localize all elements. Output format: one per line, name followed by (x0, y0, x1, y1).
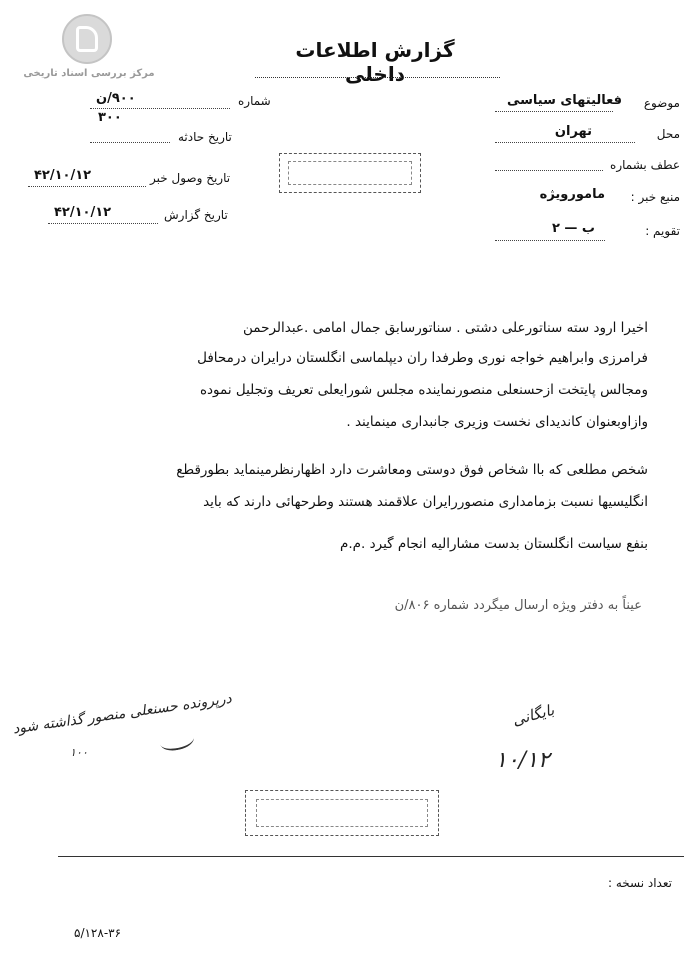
number-sub-value: ۳۰۰ (98, 110, 122, 125)
handwritten-signature-icon (159, 729, 196, 754)
incident-date-label: تاریخ حادثه (178, 130, 232, 144)
reference-dots (495, 170, 603, 171)
evaluation-dots (495, 240, 605, 241)
handwritten-instruction: درپرونده حسنعلی منصور گذاشته شود (11, 690, 233, 738)
location-dots (495, 142, 635, 143)
subject-label: موضوع (643, 96, 680, 110)
evaluation-value: ب — ۲ (551, 221, 595, 236)
source-value: مامورویژه (539, 187, 605, 202)
report-date-value: ۴۲/۱۰/۱۲ (54, 205, 112, 220)
report-date-label: تاریخ گزارش (164, 208, 228, 222)
number-label: شماره (238, 94, 271, 108)
handwritten-archive-note: بایگانی (510, 700, 557, 730)
report-date-dots (48, 223, 158, 224)
archive-logo-icon (62, 14, 112, 64)
handwritten-number: ۱۰۰ (70, 746, 88, 759)
number-value: ۹۰۰/ن (96, 91, 136, 106)
received-date-value: ۴۲/۱۰/۱۲ (34, 168, 92, 183)
received-date-dots (28, 186, 146, 187)
body-line-5: شخص مطلعی که باا شخاص فوق دوستی ومعاشرت دارد اظهارنظرمینماید بطورقطع (176, 462, 648, 478)
copies-label: تعداد نسخه : (607, 876, 672, 890)
location-value: تهران (554, 124, 592, 139)
archive-logo (14, 14, 164, 84)
incident-date-dots (90, 142, 170, 143)
reference-label: عطف بشماره (610, 158, 680, 172)
source-label: منبع خبر : (630, 190, 680, 204)
received-date-label: تاریخ وصول خبر (150, 171, 231, 185)
body-line-3: ومجالس پایتخت ازحسنعلی منصورنماینده مجلس شورایعلی تعریف وتجلیل نموده (199, 382, 648, 398)
subject-dots (495, 111, 613, 112)
body-line-1: اخیرا ارود سته سناتورعلی دشتی . سناتورسابق جمال امامی .عبدالرحمن (243, 320, 648, 336)
registration-stamp (279, 153, 421, 193)
evaluation-label: تقویم : (645, 224, 680, 238)
body-line-2: فرامرزی وابراهیم خواجه نوری وطرفدا ران دیپلماسی انگلستان درایران درمحافل (197, 350, 648, 366)
location-label: محل (656, 127, 680, 141)
number-dots (90, 108, 230, 109)
registration-stamp-inner (288, 161, 412, 185)
forwarding-note: عیناً به دفتر ویژه ارسال میگردد شماره ۸۰۶/ن (394, 598, 642, 613)
logo-caption: مرکز بررسی اسناد تاریخی (23, 68, 155, 79)
subject-value: فعالیتهای سیاسی (506, 93, 622, 108)
title-underline (255, 77, 500, 78)
body-line-6: انگلیسیها نسبت بزمامداری منصوررایران علاقمند هستند وطرحهائی دارند که باید (203, 494, 648, 510)
body-line-4: وازاوبعنوان کاندیدای نخست وزیری جانبداری مینمایند . (346, 414, 648, 430)
archive-stamp-inner (256, 799, 428, 827)
form-code: ۵/۱۲۸-۳۶ (74, 926, 122, 940)
archive-stamp (245, 790, 439, 836)
footer-divider (58, 856, 684, 857)
handwritten-date: ۱۰/۱۲ (495, 748, 550, 773)
body-line-7: بنفع سیاست انگلستان بدست مشارالیه انجام گیرد .م.م (340, 536, 648, 552)
document-title: گزارش اطلاعات داخلی (295, 38, 455, 86)
